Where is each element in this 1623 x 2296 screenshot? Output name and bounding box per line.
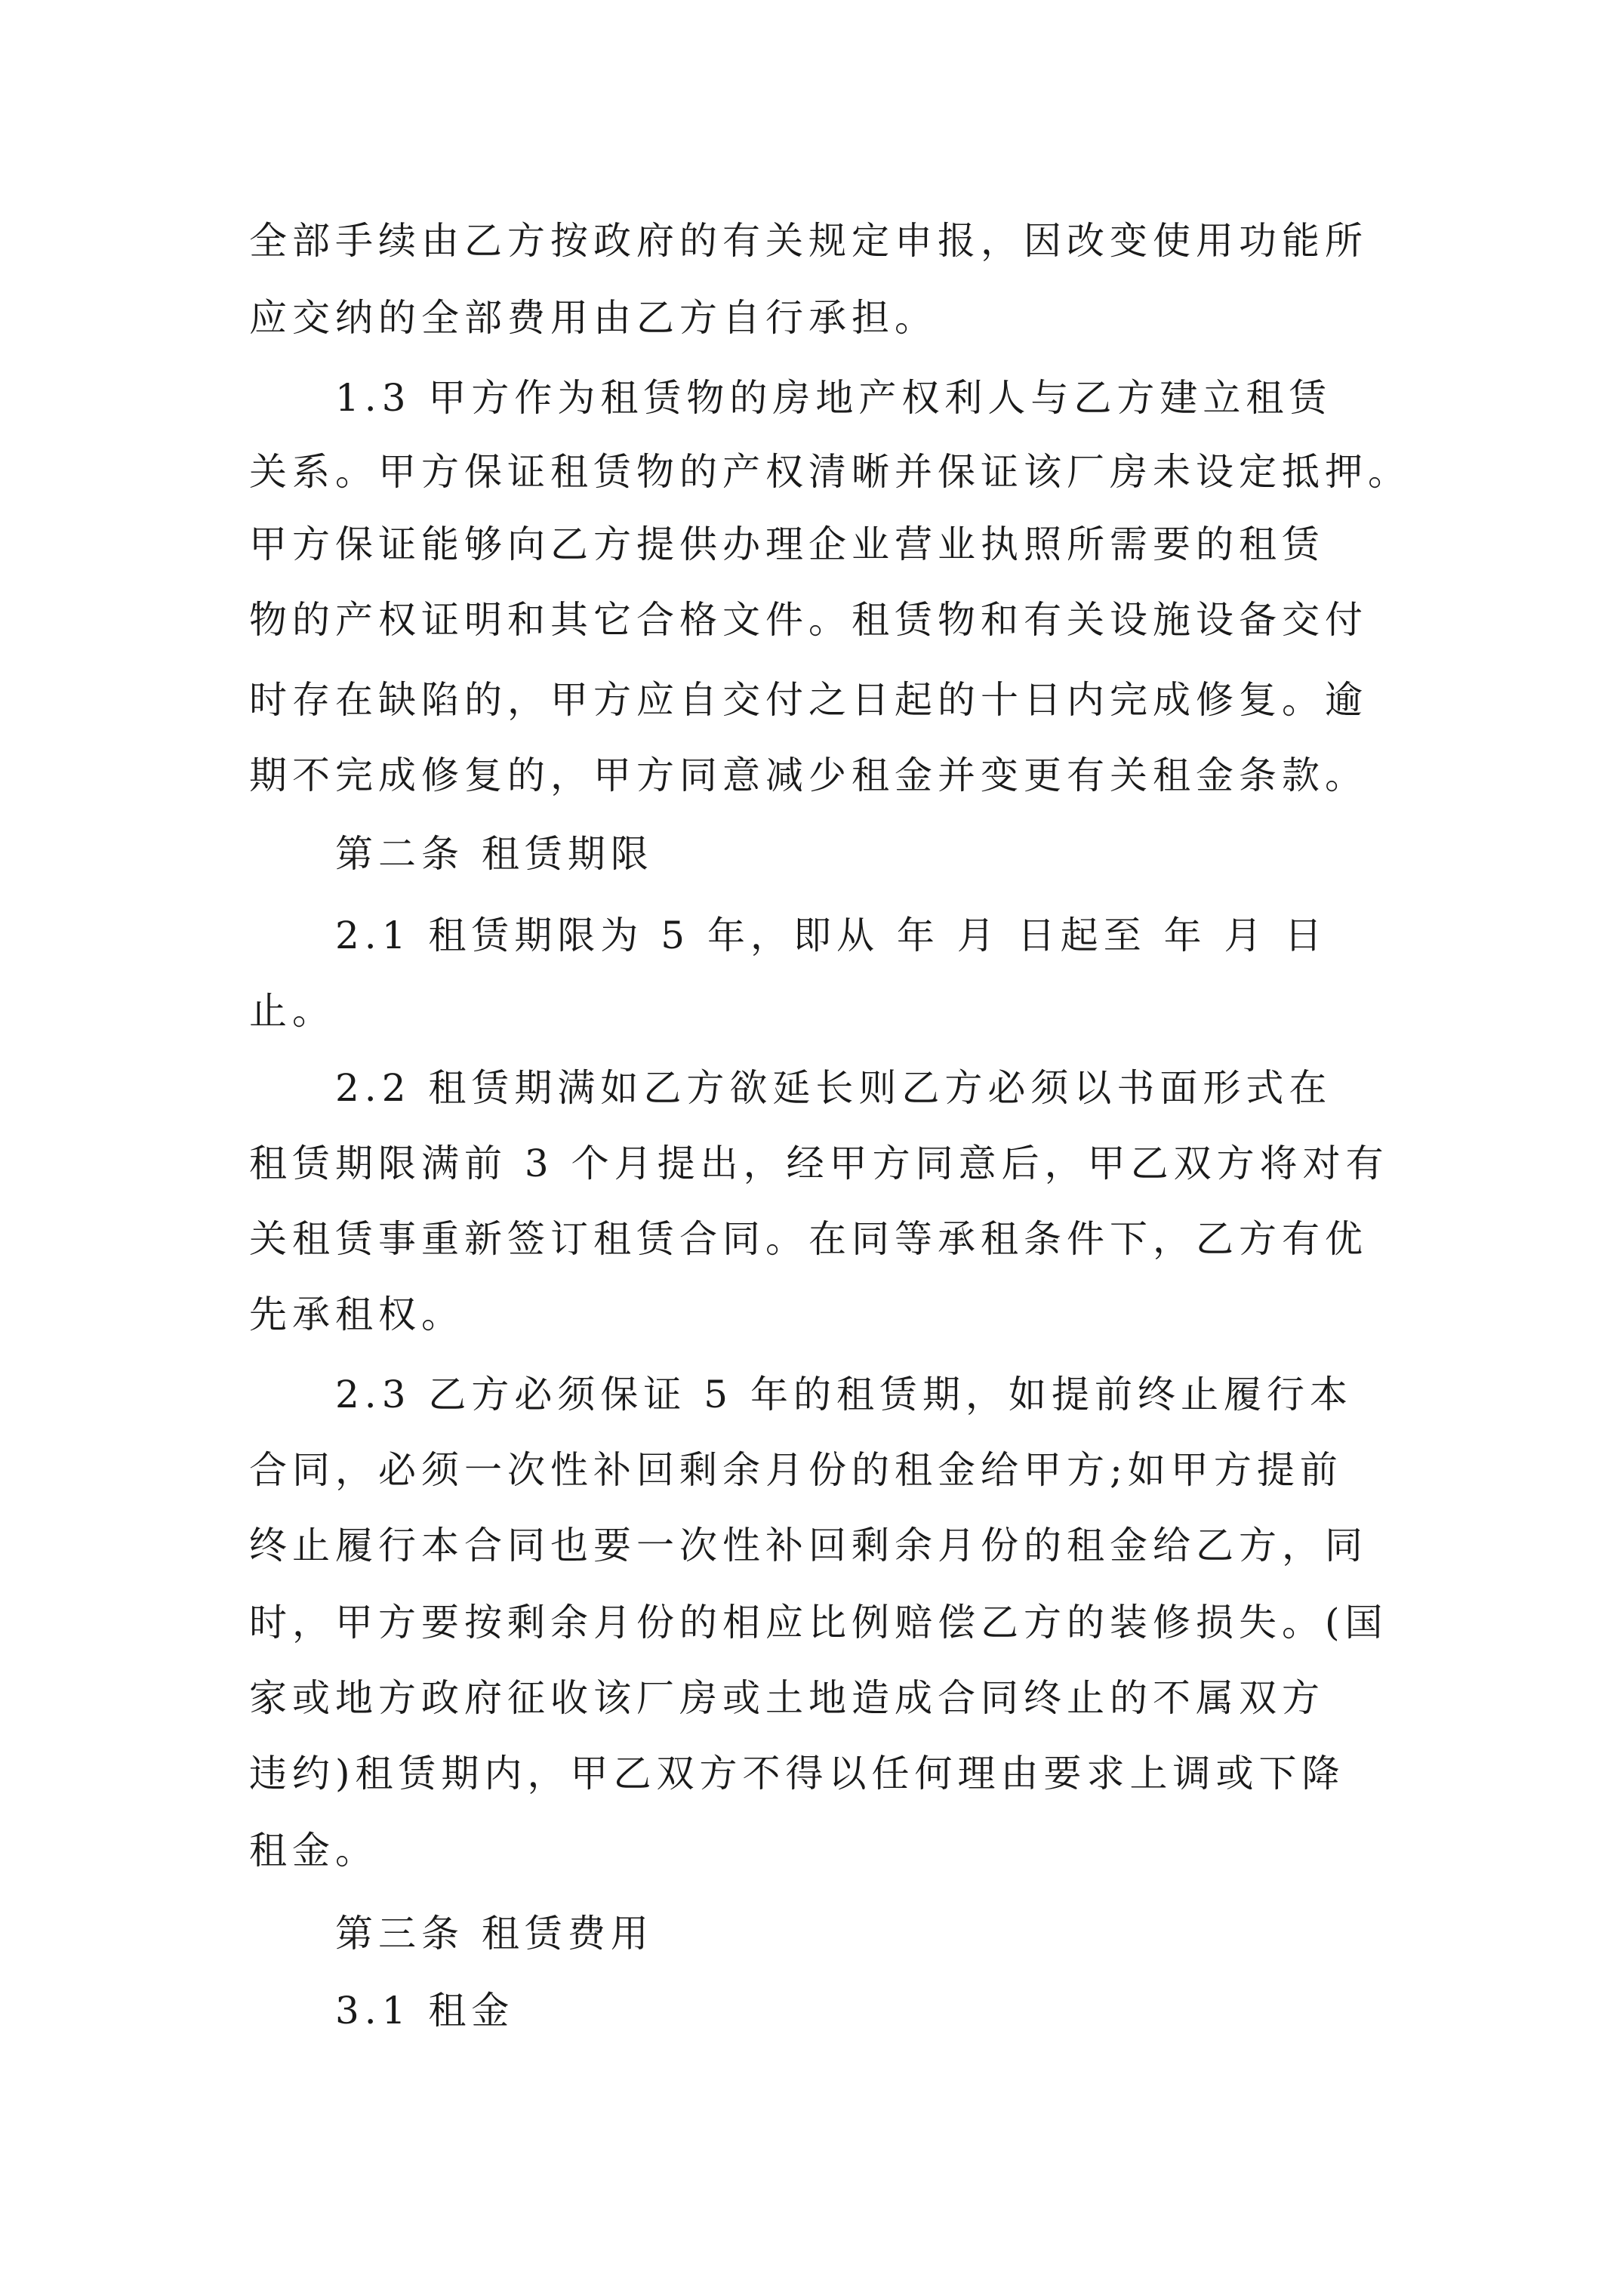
text-line: 租赁期限满前 3 个月提出，经甲方同意后，甲乙双方将对有 xyxy=(249,1142,1389,1185)
text-line: 应交纳的全部费用由乙方自行承担。 xyxy=(249,296,938,340)
text-line: 物的产权证明和其它合格文件。租赁物和有关设施设备交付 xyxy=(249,598,1368,642)
section-heading: 第三条 租赁费用 xyxy=(335,1912,654,1955)
subsection-heading: 3.1 租金 xyxy=(335,1989,515,2032)
text-line: 关租赁事重新签订租赁合同。在同等承租条件下，乙方有优 xyxy=(249,1217,1368,1261)
text-line: 止。 xyxy=(249,989,335,1033)
text-line: 家或地方政府征收该厂房或土地造成合同终止的不属双方 xyxy=(249,1676,1325,1720)
text-line: 甲方保证能够向乙方提供办理企业营业执照所需要的租赁 xyxy=(249,522,1325,566)
text-line: 1.3 甲方作为租赁物的房地产权利人与乙方建立租赁 xyxy=(335,376,1332,420)
text-line: 2.1 租赁期限为 5 年，即从 年 月 日起至 年 月 日 xyxy=(335,914,1328,957)
text-line: 时存在缺陷的，甲方应自交付之日起的十日内完成修复。逾 xyxy=(249,678,1368,722)
section-heading: 第二条 租赁期限 xyxy=(335,832,654,876)
text-line: 租金。 xyxy=(249,1829,378,1872)
text-line: 2.3 乙方必须保证 5 年的租赁期，如提前终止履行本 xyxy=(335,1373,1354,1416)
text-line: 违约)租赁期内，甲乙双方不得以任何理由要求上调或下降 xyxy=(249,1752,1345,1795)
text-line: 合同，必须一次性补回剩余月份的租金给甲方;如甲方提前 xyxy=(249,1448,1343,1492)
text-line: 期不完成修复的，甲方同意减少租金并变更有关租金条款。 xyxy=(249,754,1368,797)
text-line: 终止履行本合同也要一次性补回剩余月份的租金给乙方，同 xyxy=(249,1524,1368,1567)
text-line: 关系。甲方保证租赁物的产权清晰并保证该厂房未设定抵押。 xyxy=(249,450,1411,494)
text-line: 2.2 租赁期满如乙方欲延长则乙方必须以书面形式在 xyxy=(335,1066,1332,1110)
text-line: 先承租权。 xyxy=(249,1293,464,1336)
text-line: 时，甲方要按剩余月份的相应比例赔偿乙方的装修损失。(国 xyxy=(249,1601,1388,1644)
text-line: 全部手续由乙方按政府的有关规定申报，因改变使用功能所 xyxy=(249,219,1368,263)
